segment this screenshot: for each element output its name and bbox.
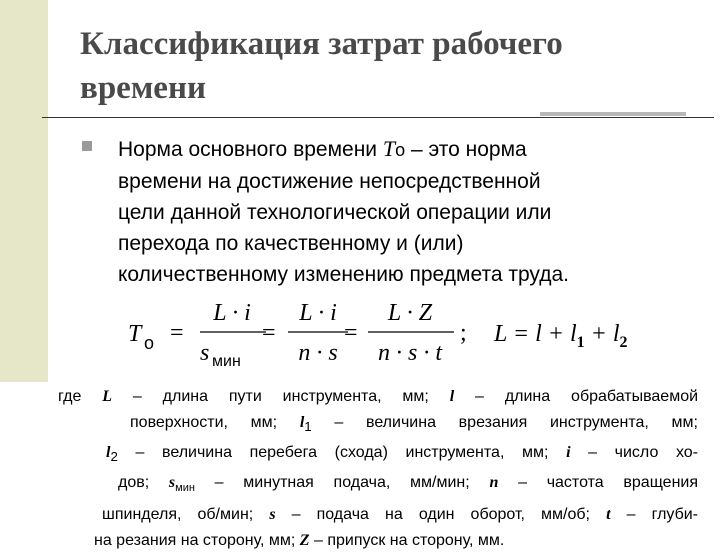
legend-text: шпинделя, об/мин; bbox=[102, 505, 270, 523]
time-symbol-subscript: о bbox=[395, 140, 406, 160]
bullet-line-1 bbox=[118, 133, 698, 166]
bullet-line-2: времени на достижение непосредственной bbox=[118, 170, 541, 193]
formula-rhs bbox=[493, 321, 628, 351]
formula-equals-2: = bbox=[262, 320, 276, 346]
bullet-paragraph bbox=[118, 133, 698, 290]
formula-separator: ; bbox=[460, 320, 467, 346]
legend-text: – минутная подача, мм/мин; bbox=[194, 474, 490, 492]
legend-variable: s bbox=[168, 474, 176, 492]
formula-rhs-subscript-2: 2 bbox=[619, 334, 628, 351]
square-bullet-icon bbox=[82, 141, 92, 151]
legend-subscript: мин bbox=[175, 482, 195, 495]
legend-text: – подача на один оборот, мм/об; bbox=[275, 505, 607, 523]
fraction-1-denominator-subscript: мин bbox=[212, 353, 241, 366]
legend-variable: l bbox=[106, 444, 111, 462]
title-underline bbox=[42, 117, 714, 118]
bullet-line-5: количественному изменению предмета труда. bbox=[118, 263, 569, 286]
legend-variable: s bbox=[269, 505, 276, 523]
legend-row-4 bbox=[58, 470, 698, 501]
legend-text: дов; bbox=[118, 474, 169, 492]
legend-text: – длина пути инструмента, мм; bbox=[112, 388, 450, 405]
legend-text: где bbox=[58, 388, 103, 405]
legend-subscript: 2 bbox=[110, 449, 118, 465]
legend-text: поверхности, мм; bbox=[130, 414, 300, 431]
formula-lhs-subscript: о bbox=[144, 333, 155, 353]
formula-rhs-main: L = l + l bbox=[494, 321, 577, 347]
formula-lhs-symbol: T bbox=[128, 321, 142, 347]
legend-row-6 bbox=[58, 528, 698, 554]
formula-equals-1: = bbox=[170, 320, 184, 346]
legend-variable: n bbox=[489, 474, 499, 492]
legend-row-2 bbox=[58, 410, 698, 440]
legend-variable: t bbox=[606, 505, 611, 523]
formula-rhs-plus: + l bbox=[584, 321, 620, 347]
slide-title-line-2: времени bbox=[80, 70, 206, 106]
legend-text: – припуск на сторону, мм. bbox=[309, 531, 505, 549]
fraction-3-numerator: L · Z bbox=[387, 300, 433, 326]
legend-row-1 bbox=[58, 384, 698, 410]
legend-text: – длина обрабатываемой bbox=[454, 388, 699, 405]
slide-title bbox=[80, 22, 680, 110]
variable-legend bbox=[58, 384, 698, 554]
fraction-1-numerator: L · i bbox=[213, 300, 251, 326]
title-underline-accent bbox=[540, 112, 686, 116]
legend-text: на резания на сторону, мм; bbox=[94, 531, 300, 549]
legend-variable: l bbox=[449, 388, 455, 405]
time-symbol: T bbox=[382, 136, 396, 161]
fraction-2-denominator: n · s bbox=[298, 340, 338, 366]
legend-text: – величина врезания инструмента, мм; bbox=[311, 414, 699, 431]
bullet-line-3: цели данной технологической операции или bbox=[118, 201, 552, 224]
legend-row-3 bbox=[58, 440, 698, 470]
formula-rhs-subscript-1: 1 bbox=[576, 334, 585, 351]
legend-variable: l bbox=[299, 414, 305, 431]
legend-text: – глуби- bbox=[610, 505, 699, 523]
fraction-3-denominator: n · s · t bbox=[377, 340, 443, 366]
legend-row-5 bbox=[58, 502, 698, 528]
slide-title-line-1: Классификация затрат рабочего bbox=[80, 26, 563, 62]
bullet-line-4: перехода по качественному и (или) bbox=[118, 232, 464, 255]
decorative-left-bar bbox=[0, 0, 48, 382]
legend-text: – число хо- bbox=[570, 444, 699, 462]
legend-variable: L bbox=[102, 388, 113, 405]
bullet-text-after-symbol: – это норма bbox=[405, 138, 527, 161]
legend-variable: Z bbox=[299, 531, 310, 549]
fraction-2-numerator: L · i bbox=[299, 300, 337, 326]
fraction-1-denominator-symbol: s bbox=[200, 340, 210, 366]
formula-equals-3: = bbox=[344, 320, 358, 346]
legend-text: – величина перебега (схода) инструмента, мм; bbox=[117, 444, 567, 462]
legend-text: – частота вращения bbox=[498, 474, 699, 492]
formula-block bbox=[120, 296, 680, 366]
bullet-text-before-symbol: Норма основного времени bbox=[118, 138, 383, 161]
legend-subscript: 1 bbox=[304, 419, 312, 435]
legend-variable: i bbox=[566, 444, 571, 462]
